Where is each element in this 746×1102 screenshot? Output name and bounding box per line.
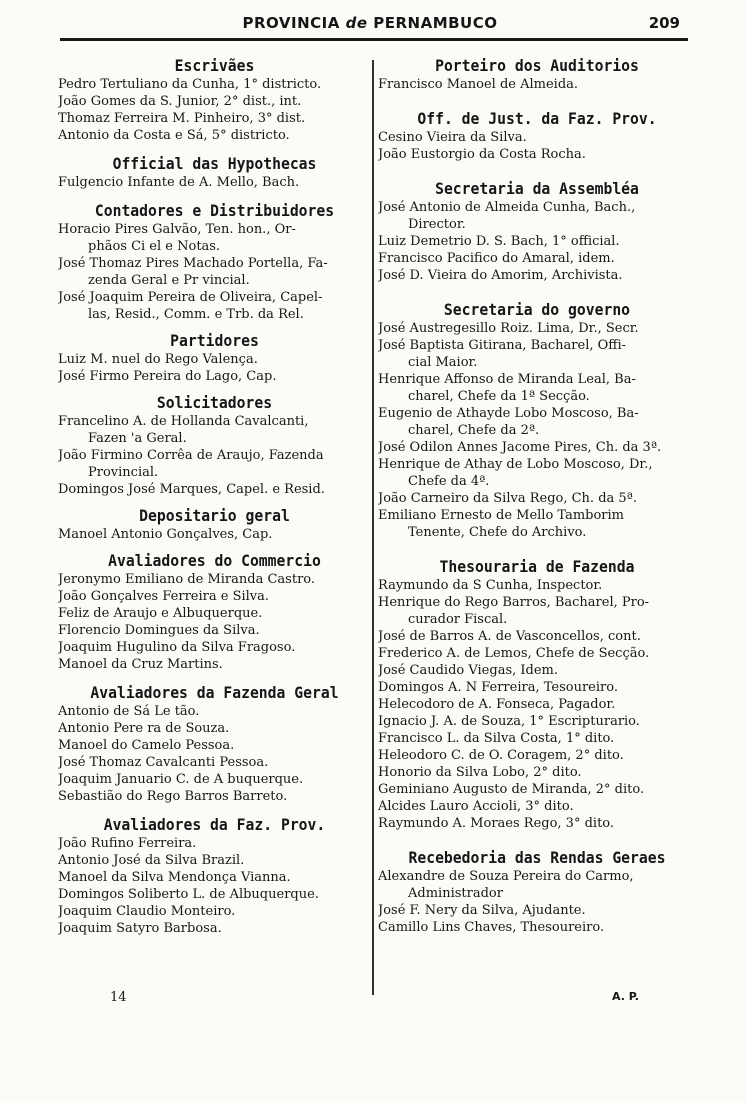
entry-line: Cesino Vieira da Silva. — [378, 130, 527, 145]
entry-line: Helecodoro de A. Fonseca, Pagador. — [378, 697, 616, 712]
entry-line: Fazen 'a Geral. — [88, 431, 187, 446]
section-heading: Contadores e Distribuidores — [94, 201, 335, 220]
entry-line: Francisco L. da Silva Costa, 1° dito. — [378, 731, 615, 746]
entry-line: phãos Ci el e Notas. — [88, 239, 221, 254]
section — [58, 551, 371, 673]
entry-line: Administrador — [408, 886, 503, 901]
entry-line: Manoel Antonio Gonçalves, Cap. — [58, 527, 273, 542]
section-heading: Secretaria do governo — [443, 300, 631, 319]
section-heading: Off. de Just. da Faz. Prov. — [417, 109, 657, 128]
entry-line: José Antonio de Almeida Cunha, Bach., — [378, 200, 636, 215]
entry-line: Geminiano Augusto de Miranda, 2° dito. — [378, 782, 645, 797]
entry-line: Feliz de Araujo e Albuquerque. — [58, 606, 263, 621]
entry-line: José Thomaz Cavalcanti Pessoa. — [58, 755, 269, 770]
entry-line: Domingos José Marques, Capel. e Resid. — [58, 482, 325, 497]
entry-line: José Odilon Annes Jacome Pires, Ch. da 3ª. — [378, 440, 662, 455]
entry-line: Camillo Lins Chaves, Thesoureiro. — [378, 920, 605, 935]
section — [58, 393, 371, 498]
entry-line: Joaquim Satyro Barbosa. — [58, 921, 222, 936]
entry-line: João Gonçalves Ferreira e Silva. — [58, 589, 270, 604]
section-heading: Solicitadores — [156, 393, 273, 412]
entry-line: Sebastião do Rego Barros Barreto. — [58, 789, 288, 804]
entry-line: Domingos Soliberto L. de Albuquerque. — [58, 887, 319, 902]
section — [378, 300, 696, 541]
entry-line: José Thomaz Pires Machado Portella, Fa- — [58, 256, 328, 271]
section — [378, 557, 696, 832]
section-heading: Porteiro dos Auditorios — [435, 56, 639, 75]
entry-line: Joaquim Claudio Monteiro. — [58, 904, 236, 919]
section — [58, 56, 371, 144]
entry-line: Manoel do Camelo Pessoa. — [58, 738, 235, 753]
section-heading: Secretaria da Assembléa — [435, 179, 639, 198]
section-heading: Escrivães — [174, 56, 255, 75]
section-heading: Thesouraria de Fazenda — [439, 557, 635, 576]
section — [58, 683, 371, 805]
section — [58, 201, 371, 323]
section — [58, 154, 371, 191]
entry-line: Thomaz Ferreira M. Pinheiro, 3° dist. — [58, 111, 306, 126]
header-rule — [60, 38, 688, 41]
entry-line: João Rufino Ferreira. — [58, 836, 197, 851]
entry-line: Alexandre de Souza Pereira do Carmo, — [378, 869, 634, 884]
entry-line: Henrique do Rego Barros, Bacharel, Pro- — [378, 595, 650, 610]
section — [58, 331, 371, 385]
section-heading: Recebedoria das Rendas Geraes — [408, 848, 666, 867]
section-heading: Partidores — [170, 331, 259, 350]
entry-line: Joaquim Hugulino da Silva Fragoso. — [58, 640, 296, 655]
section — [378, 109, 696, 163]
entry-line: Chefe da 4ª. — [408, 474, 490, 489]
entry-line: João Eustorgio da Costa Rocha. — [378, 147, 586, 162]
entry-line: Eugenio de Athayde Lobo Moscoso, Ba- — [378, 406, 639, 421]
entry-line: Luiz M. nuel do Rego Valença. — [58, 352, 258, 367]
entry-line: charel, Chefe da 1ª Secção. — [408, 389, 590, 404]
section-heading: Avaliadores do Commercio — [108, 551, 321, 570]
entry-line: Raymundo da S Cunha, Inspector. — [378, 578, 603, 593]
entry-line: Henrique de Athay de Lobo Moscoso, Dr., — [378, 457, 653, 472]
entry-line: João Gomes da S. Junior, 2° dist., int. — [58, 94, 302, 109]
entry-line: Horacio Pires Galvão, Ten. hon., Or- — [58, 222, 296, 237]
column-divider — [372, 60, 374, 995]
entry-line: José Austregesillo Roiz. Lima, Dr., Secr. — [378, 321, 639, 336]
entry-line: Alcides Lauro Accioli, 3° dito. — [378, 799, 574, 814]
section — [378, 179, 696, 284]
entry-line: José D. Vieira do Amorim, Archivista. — [378, 268, 623, 283]
entry-line: Francisco Pacifico do Amaral, idem. — [378, 251, 615, 266]
left-column — [58, 56, 371, 937]
entry-line: curador Fiscal. — [408, 612, 508, 627]
right-column — [378, 56, 696, 936]
section-heading: Avaliadores da Fazenda Geral — [90, 683, 339, 702]
entry-line: Frederico A. de Lemos, Chefe de Secção. — [378, 646, 650, 661]
section-heading: Official das Hypothecas — [112, 154, 317, 173]
entry-line: Director. — [408, 217, 466, 232]
entry-line: Raymundo A. Moraes Rego, 3° dito. — [378, 816, 615, 831]
entry-line: Emiliano Ernesto de Mello Tamborim — [378, 508, 625, 523]
entry-line: José Caudido Viegas, Idem. — [378, 663, 558, 678]
entry-line: José F. Nery da Silva, Ajudante. — [378, 903, 586, 918]
entry-line: las, Resid., Comm. e Trb. da Rel. — [88, 307, 304, 322]
entry-line: Manoel da Silva Mendonça Vianna. — [58, 870, 291, 885]
entry-line: José Joaquim Pereira de Oliveira, Capel- — [58, 290, 323, 305]
entry-line: Antonio José da Silva Brazil. — [58, 853, 245, 868]
entry-line: Francisco Manoel de Almeida. — [378, 77, 579, 92]
entry-line: Heleodoro C. de O. Coragem, 2° dito. — [378, 748, 624, 763]
entry-line: Luiz Demetrio D. S. Bach, 1° official. — [378, 234, 620, 249]
entry-line: João Carneiro da Silva Rego, Ch. da 5ª. — [378, 491, 637, 506]
section — [378, 848, 696, 936]
entry-line: Fulgencio Infante de A. Mello, Bach. — [58, 175, 300, 190]
page-header — [60, 12, 680, 38]
entry-line: Jeronymo Emiliano de Miranda Castro. — [58, 572, 316, 587]
entry-line: Florencio Domingues da Silva. — [58, 623, 260, 638]
title-de: de — [345, 14, 368, 32]
entry-line: Pedro Tertuliano da Cunha, 1° districto. — [58, 77, 322, 92]
section — [378, 56, 696, 93]
entry-line: Antonio da Costa e Sá, 5° districto. — [58, 128, 290, 143]
printer-mark: A. P. — [612, 990, 639, 1003]
entry-line: José de Barros A. de Vasconcellos, cont. — [378, 629, 641, 644]
entry-line: cial Maior. — [408, 355, 478, 370]
entry-line: João Firmino Corrêa de Araujo, Fazenda — [58, 448, 324, 463]
entry-line: Manoel da Cruz Martins. — [58, 657, 223, 672]
entry-line: José Baptista Gitirana, Bacharel, Offi- — [378, 338, 627, 353]
entry-line: charel, Chefe da 2ª. — [408, 423, 540, 438]
entry-line: Domingos A. N Ferreira, Tesoureiro. — [378, 680, 618, 695]
entry-line: Ignacio J. A. de Souza, 1° Escripturario. — [378, 714, 640, 729]
signature-mark: 14 — [110, 990, 127, 1005]
section — [58, 815, 371, 937]
section-heading: Avaliadores da Faz. Prov. — [103, 815, 326, 834]
entry-line: Provincial. — [88, 465, 159, 480]
entry-line: Honorio da Silva Lobo, 2° dito. — [378, 765, 582, 780]
entry-line: Antonio Pere ra de Souza. — [58, 721, 230, 736]
section-heading: Depositario geral — [139, 506, 290, 525]
entry-line: Antonio de Sá Le tão. — [58, 704, 200, 719]
entry-line: Francelino A. de Hollanda Cavalcanti, — [58, 414, 309, 429]
entry-line: José Firmo Pereira do Lago, Cap. — [58, 369, 277, 384]
page-number: 209 — [648, 14, 680, 32]
entry-line: zenda Geral e Pr vincial. — [88, 273, 250, 288]
entry-line: Tenente, Chefe do Archivo. — [408, 525, 587, 540]
title-pernambuco: PERNAMBUCO — [373, 14, 498, 32]
section — [58, 506, 371, 543]
entry-line: Joaquim Januario C. de A buquerque. — [58, 772, 304, 787]
entry-line: Henrique Affonso de Miranda Leal, Ba- — [378, 372, 636, 387]
title-provincia: PROVINCIA — [242, 14, 340, 32]
running-title — [60, 14, 680, 32]
